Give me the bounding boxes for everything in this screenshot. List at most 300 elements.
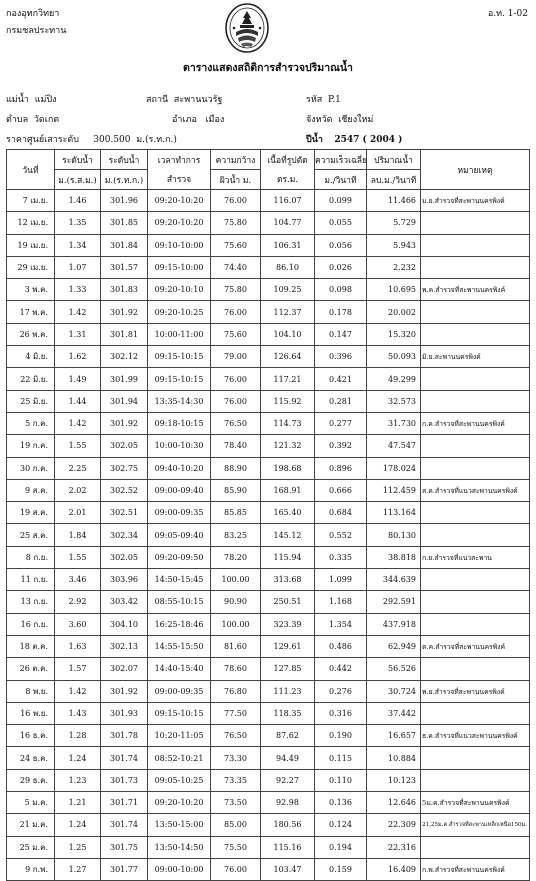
datum-info: ราคาศูนย์เสาระดับ 300.500 ม.(ร.ท.ก.): [6, 135, 177, 145]
cell-vel: 0.178: [315, 301, 367, 323]
form-code: อ.ท. 1-02: [487, 9, 528, 19]
cell-vel: 0.056: [315, 234, 367, 256]
cell-time: 10:20-11:05: [148, 725, 211, 747]
cell-width: 85.90: [211, 479, 261, 501]
cell-q: 22.309: [367, 814, 421, 836]
cell-vel: 0.335: [315, 546, 367, 568]
cell-vel: 0.552: [315, 524, 367, 546]
cell-stage: 1.49: [55, 368, 101, 390]
cell-date: 5 ม.ค.: [7, 792, 55, 814]
table-row: [7, 412, 530, 434]
cell-stage: 1.34: [55, 234, 101, 256]
cell-q: 31.730: [367, 412, 421, 434]
cell-width: 75.80: [211, 212, 261, 234]
cell-date: 7 เม.ย.: [7, 190, 55, 212]
cell-area: 103.47: [261, 858, 315, 880]
col-remark: หมายเหตุ: [421, 150, 530, 190]
province-info: จังหวัด เชียงใหม่: [306, 115, 374, 125]
cell-stage: 2.01: [55, 502, 101, 524]
cell-stage: 2.02: [55, 479, 101, 501]
cell-area: 104.77: [261, 212, 315, 234]
cell-width: 76.00: [211, 390, 261, 412]
cell-stage: 1.07: [55, 256, 101, 278]
cell-date: 9 ก.พ.: [7, 858, 55, 880]
cell-date: 29 ธ.ค.: [7, 769, 55, 791]
cell-level: 302.51: [101, 502, 148, 524]
cell-time: 09:18-10:15: [148, 412, 211, 434]
cell-time: 09:05-09:40: [148, 524, 211, 546]
cell-level: 301.92: [101, 412, 148, 434]
cell-area: 165.40: [261, 502, 315, 524]
cell-width: 75.60: [211, 323, 261, 345]
table-row: [7, 792, 530, 814]
cell-area: 126.64: [261, 346, 315, 368]
cell-date: 21 ม.ค.: [7, 814, 55, 836]
cell-stage: 1.42: [55, 301, 101, 323]
cell-area: 86.10: [261, 256, 315, 278]
cell-time: 09:00-09:40: [148, 479, 211, 501]
cell-vel: 0.277: [315, 412, 367, 434]
cell-q: 49.299: [367, 368, 421, 390]
cell-stage: 1.27: [55, 858, 101, 880]
table-row: [7, 546, 530, 568]
cell-q: 5.943: [367, 234, 421, 256]
tambon-value: วัดเกต: [33, 115, 60, 125]
cell-time: 09:00-09:35: [148, 680, 211, 702]
cell-width: 76.00: [211, 368, 261, 390]
cell-q: 16.657: [367, 725, 421, 747]
cell-area: 92.27: [261, 769, 315, 791]
cell-date: 25 ส.ค.: [7, 524, 55, 546]
cell-width: 85.85: [211, 502, 261, 524]
cell-vel: 0.666: [315, 479, 367, 501]
cell-remark: 21,25ม.ค.สำรวจที่สะพานเหล็กเหนือ150ม.: [421, 814, 530, 836]
cell-date: 13 ก.ย.: [7, 591, 55, 613]
tambon-info: ตำบล วัดเกต: [6, 115, 60, 125]
cell-q: 10.123: [367, 769, 421, 791]
cell-stage: 1.33: [55, 279, 101, 301]
cell-stage: 1.24: [55, 814, 101, 836]
table-row: [7, 836, 530, 858]
cell-width: 76.80: [211, 680, 261, 702]
cell-level: 301.84: [101, 234, 148, 256]
cell-remark: ส.ค.สำรวจที่แนวสะพานนครพิงค์: [421, 479, 530, 501]
cell-width: 85.00: [211, 814, 261, 836]
cell-area: 313.68: [261, 569, 315, 591]
cell-date: 8 พ.ย.: [7, 680, 55, 702]
cell-level: 301.81: [101, 323, 148, 345]
cell-date: 19 เม.ย.: [7, 234, 55, 256]
cell-remark: [421, 524, 530, 546]
cell-area: 121.32: [261, 435, 315, 457]
cell-remark: [421, 836, 530, 858]
cell-stage: 1.57: [55, 658, 101, 680]
province-value: เชียงใหม่: [338, 115, 374, 125]
cell-date: 16 พ.ย.: [7, 702, 55, 724]
table-row: [7, 725, 530, 747]
cell-stage: 3.60: [55, 613, 101, 635]
cell-width: 75.60: [211, 234, 261, 256]
cell-area: 114.73: [261, 412, 315, 434]
cell-level: 301.75: [101, 836, 148, 858]
cell-date: 3 พ.ค.: [7, 279, 55, 301]
cell-vel: 0.896: [315, 457, 367, 479]
cell-q: 22.316: [367, 836, 421, 858]
cell-remark: [421, 323, 530, 345]
table-row: [7, 368, 530, 390]
cell-time: 13:35-14:30: [148, 390, 211, 412]
cell-q: 47.547: [367, 435, 421, 457]
cell-date: 30 ก.ค.: [7, 457, 55, 479]
cell-area: 198.68: [261, 457, 315, 479]
cell-width: 73.30: [211, 747, 261, 769]
cell-stage: 1.21: [55, 792, 101, 814]
cell-width: 76.50: [211, 412, 261, 434]
cell-vel: 0.190: [315, 725, 367, 747]
cell-width: 73.35: [211, 769, 261, 791]
cell-level: 302.05: [101, 435, 148, 457]
cell-remark: [421, 234, 530, 256]
cell-stage: 1.25: [55, 836, 101, 858]
cell-q: 15.320: [367, 323, 421, 345]
datum-value: 300.500: [93, 135, 131, 145]
cell-vel: 0.136: [315, 792, 367, 814]
cell-q: 292.591: [367, 591, 421, 613]
cell-remark: [421, 212, 530, 234]
amphoe-value: เมือง: [205, 115, 225, 125]
cell-remark: [421, 457, 530, 479]
cell-area: 115.92: [261, 390, 315, 412]
cell-time: 14:50-15:45: [148, 569, 211, 591]
cell-date: 16 ธ.ค.: [7, 725, 55, 747]
cell-level: 302.05: [101, 546, 148, 568]
cell-vel: 1.099: [315, 569, 367, 591]
cell-q: 50.093: [367, 346, 421, 368]
cell-width: 78.40: [211, 435, 261, 457]
col-level-unit: ม.(ร.ท.ก.): [101, 170, 148, 190]
year-info: ปีน้ำ 2547 ( 2004 ): [306, 135, 403, 145]
cell-area: 250.51: [261, 591, 315, 613]
cell-vel: 0.115: [315, 747, 367, 769]
cell-q: 10.884: [367, 747, 421, 769]
year-value: 2547 ( 2004 ): [334, 135, 403, 145]
col-date: วันที่: [7, 150, 55, 190]
table-row: [7, 301, 530, 323]
cell-remark: พ.ย.สำรวจที่สะพานนครพิงค์: [421, 680, 530, 702]
cell-remark: [421, 435, 530, 457]
table-row: [7, 502, 530, 524]
cell-stage: 1.62: [55, 346, 101, 368]
cell-stage: 1.46: [55, 190, 101, 212]
table-row: [7, 524, 530, 546]
cell-time: 16:25-18:46: [148, 613, 211, 635]
cell-time: 09:05-10:25: [148, 769, 211, 791]
cell-width: 88.90: [211, 457, 261, 479]
cell-time: 09:20-09:50: [148, 546, 211, 568]
cell-vel: 0.486: [315, 635, 367, 657]
cell-stage: 1.84: [55, 524, 101, 546]
cell-remark: [421, 256, 530, 278]
table-row: [7, 190, 530, 212]
cell-remark: [421, 301, 530, 323]
table-row: [7, 346, 530, 368]
cell-level: 301.77: [101, 858, 148, 880]
cell-q: 178.024: [367, 457, 421, 479]
cell-level: 302.13: [101, 635, 148, 657]
cell-date: 4 มิ.ย.: [7, 346, 55, 368]
cell-remark: [421, 613, 530, 635]
table-row: [7, 635, 530, 657]
cell-area: 115.94: [261, 546, 315, 568]
cell-date: 11 ก.ย.: [7, 569, 55, 591]
cell-level: 304.10: [101, 613, 148, 635]
cell-remark: [421, 769, 530, 791]
cell-q: 12.646: [367, 792, 421, 814]
cell-time: 09:20-10:20: [148, 212, 211, 234]
cell-date: 29 เม.ย.: [7, 256, 55, 278]
department-seal-icon: [224, 2, 270, 54]
col-width-unit: ผิวน้ำ ม.: [211, 170, 261, 190]
cell-level: 301.85: [101, 212, 148, 234]
cell-vel: 0.281: [315, 390, 367, 412]
cell-vel: 1.168: [315, 591, 367, 613]
cell-q: 437.918: [367, 613, 421, 635]
cell-vel: 0.124: [315, 814, 367, 836]
cell-date: 22 มิ.ย.: [7, 368, 55, 390]
cell-date: 18 ต.ค.: [7, 635, 55, 657]
cell-width: 100.00: [211, 613, 261, 635]
col-stage: ระดับน้ำ: [55, 150, 101, 170]
cell-level: 301.74: [101, 747, 148, 769]
cell-area: 117.21: [261, 368, 315, 390]
cell-level: 301.99: [101, 368, 148, 390]
cell-stage: 1.42: [55, 412, 101, 434]
cell-time: 09:15-10:15: [148, 368, 211, 390]
cell-date: 25 มิ.ย.: [7, 390, 55, 412]
cell-time: 09:20-10:10: [148, 279, 211, 301]
dept-name: กองอุทกวิทยา: [6, 9, 60, 19]
cell-q: 5.729: [367, 212, 421, 234]
cell-width: 78.20: [211, 546, 261, 568]
table-row: [7, 747, 530, 769]
cell-level: 302.12: [101, 346, 148, 368]
cell-vel: 0.396: [315, 346, 367, 368]
cell-remark: มิ.ย.สะพานนครพิงค์: [421, 346, 530, 368]
cell-width: 75.80: [211, 279, 261, 301]
cell-remark: [421, 591, 530, 613]
cell-stage: 1.24: [55, 747, 101, 769]
cell-width: 76.50: [211, 725, 261, 747]
cell-time: 10:00-10:30: [148, 435, 211, 457]
cell-width: 76.00: [211, 858, 261, 880]
cell-date: 16 ก.ย.: [7, 613, 55, 635]
cell-stage: 1.23: [55, 769, 101, 791]
cell-stage: 1.63: [55, 635, 101, 657]
cell-level: 301.94: [101, 390, 148, 412]
cell-width: 75.50: [211, 836, 261, 858]
cell-level: 301.71: [101, 792, 148, 814]
cell-time: 09:40-10:20: [148, 457, 211, 479]
table-row: [7, 479, 530, 501]
cell-area: 111.23: [261, 680, 315, 702]
station-info: สถานี สะพานนวรัฐ: [146, 95, 223, 105]
cell-level: 301.57: [101, 256, 148, 278]
cell-area: 129.61: [261, 635, 315, 657]
cell-remark: ก.ย.สำรวจที่แนวสะพาน: [421, 546, 530, 568]
cell-remark: [421, 658, 530, 680]
cell-level: 303.96: [101, 569, 148, 591]
cell-date: 12 เม.ย.: [7, 212, 55, 234]
cell-time: 13:50-14:50: [148, 836, 211, 858]
col-area: เนื้อที่รูปตัด: [261, 150, 315, 170]
cell-vel: 0.026: [315, 256, 367, 278]
amphoe-info: อำเภอ เมือง: [172, 115, 225, 125]
cell-area: 87.62: [261, 725, 315, 747]
datum-unit: ม.(ร.ท.ก.): [136, 135, 177, 145]
cell-remark: ต.ค.สำรวจที่สะพานนครพิงค์: [421, 635, 530, 657]
table-row: [7, 234, 530, 256]
cell-vel: 0.684: [315, 502, 367, 524]
cell-date: 24 ธ.ค.: [7, 747, 55, 769]
cell-width: 81.60: [211, 635, 261, 657]
page-title: ตารางแสดงสถิติการสำรวจปริมาณน้ำ: [183, 62, 353, 74]
col-velocity-unit: ม./วินาที: [315, 170, 367, 190]
col-width: ความกว้าง: [211, 150, 261, 170]
discharge-table: [6, 149, 530, 881]
table-body: [7, 190, 530, 881]
cell-vel: 0.159: [315, 858, 367, 880]
cell-remark: ก.พ.สำรวจที่สะพานนครพิงค์: [421, 858, 530, 880]
bureau-name: กรมชลประทาน: [6, 26, 67, 36]
cell-remark: [421, 569, 530, 591]
cell-q: 344.639: [367, 569, 421, 591]
cell-level: 301.93: [101, 702, 148, 724]
cell-vel: 0.055: [315, 212, 367, 234]
cell-width: 83.25: [211, 524, 261, 546]
cell-time: 13:50-15:00: [148, 814, 211, 836]
cell-time: 09:15-10:15: [148, 346, 211, 368]
table-row: [7, 435, 530, 457]
cell-stage: 1.43: [55, 702, 101, 724]
cell-q: 20.002: [367, 301, 421, 323]
cell-remark: พ.ค.สำรวจที่สะพานนครพิงค์: [421, 279, 530, 301]
cell-stage: 1.31: [55, 323, 101, 345]
cell-level: 301.92: [101, 680, 148, 702]
code-info: รหัส P.1: [306, 95, 341, 105]
cell-width: 78.60: [211, 658, 261, 680]
cell-time: 09:20-10:20: [148, 190, 211, 212]
cell-width: 73.50: [211, 792, 261, 814]
cell-date: 26 ต.ค.: [7, 658, 55, 680]
cell-level: 302.34: [101, 524, 148, 546]
cell-width: 90.90: [211, 591, 261, 613]
table-header-row-top: [7, 150, 530, 170]
cell-q: 32.573: [367, 390, 421, 412]
cell-time: 10:00-11:00: [148, 323, 211, 345]
cell-level: 302.52: [101, 479, 148, 501]
station-value: สะพานนวรัฐ: [173, 95, 223, 105]
cell-time: 14:55-15:50: [148, 635, 211, 657]
cell-vel: 0.098: [315, 279, 367, 301]
cell-area: 115.16: [261, 836, 315, 858]
cell-time: 09:15-10:00: [148, 256, 211, 278]
cell-level: 303.42: [101, 591, 148, 613]
table-row: [7, 256, 530, 278]
cell-time: 08:55-10:15: [148, 591, 211, 613]
cell-time: 09:15-10:15: [148, 702, 211, 724]
cell-area: 116.07: [261, 190, 315, 212]
code-value: P.1: [328, 95, 341, 105]
table-row: [7, 769, 530, 791]
cell-width: 76.00: [211, 190, 261, 212]
cell-stage: 2.25: [55, 457, 101, 479]
table-row: [7, 680, 530, 702]
cell-stage: 1.55: [55, 435, 101, 457]
cell-time: 08:52-10:21: [148, 747, 211, 769]
cell-date: 26 พ.ค.: [7, 323, 55, 345]
cell-remark: [421, 368, 530, 390]
cell-remark: [421, 747, 530, 769]
cell-area: 168.91: [261, 479, 315, 501]
cell-area: 180.56: [261, 814, 315, 836]
cell-vel: 0.392: [315, 435, 367, 457]
table-row: [7, 591, 530, 613]
cell-remark: ก.ค.สำรวจที่สะพานนครพิงค์: [421, 412, 530, 434]
cell-level: 302.07: [101, 658, 148, 680]
cell-area: 323.39: [261, 613, 315, 635]
cell-time: 09:00-09:35: [148, 502, 211, 524]
cell-stage: 1.28: [55, 725, 101, 747]
cell-level: 301.83: [101, 279, 148, 301]
cell-level: 301.96: [101, 190, 148, 212]
cell-area: 104.10: [261, 323, 315, 345]
table-row: [7, 323, 530, 345]
cell-vel: 0.110: [315, 769, 367, 791]
col-time: เวลาทำการ: [148, 150, 211, 170]
cell-area: 92.98: [261, 792, 315, 814]
cell-q: 62.949: [367, 635, 421, 657]
cell-area: 106.31: [261, 234, 315, 256]
cell-q: 38.818: [367, 546, 421, 568]
cell-vel: 0.421: [315, 368, 367, 390]
cell-level: 301.74: [101, 814, 148, 836]
cell-q: 80.130: [367, 524, 421, 546]
cell-date: 19 ก.ค.: [7, 435, 55, 457]
col-level: ระดับน้ำ: [101, 150, 148, 170]
cell-level: 302.75: [101, 457, 148, 479]
cell-date: 9 ส.ค.: [7, 479, 55, 501]
table-row: [7, 457, 530, 479]
cell-time: 09:20-10:20: [148, 792, 211, 814]
cell-vel: 0.442: [315, 658, 367, 680]
cell-stage: 1.35: [55, 212, 101, 234]
cell-q: 113.164: [367, 502, 421, 524]
cell-vel: 0.316: [315, 702, 367, 724]
table-row: [7, 212, 530, 234]
cell-stage: 3.46: [55, 569, 101, 591]
cell-area: 145.12: [261, 524, 315, 546]
cell-vel: 0.147: [315, 323, 367, 345]
table-row: [7, 613, 530, 635]
col-discharge: ปริมาณน้ำ: [367, 150, 421, 170]
cell-time: 09:00-10:00: [148, 858, 211, 880]
cell-area: 109.25: [261, 279, 315, 301]
cell-vel: 0.194: [315, 836, 367, 858]
col-stage-unit: ม.(ร.ส.ม.): [55, 170, 101, 190]
cell-date: 19 ส.ค.: [7, 502, 55, 524]
cell-time: 09:20-10:25: [148, 301, 211, 323]
cell-level: 301.78: [101, 725, 148, 747]
